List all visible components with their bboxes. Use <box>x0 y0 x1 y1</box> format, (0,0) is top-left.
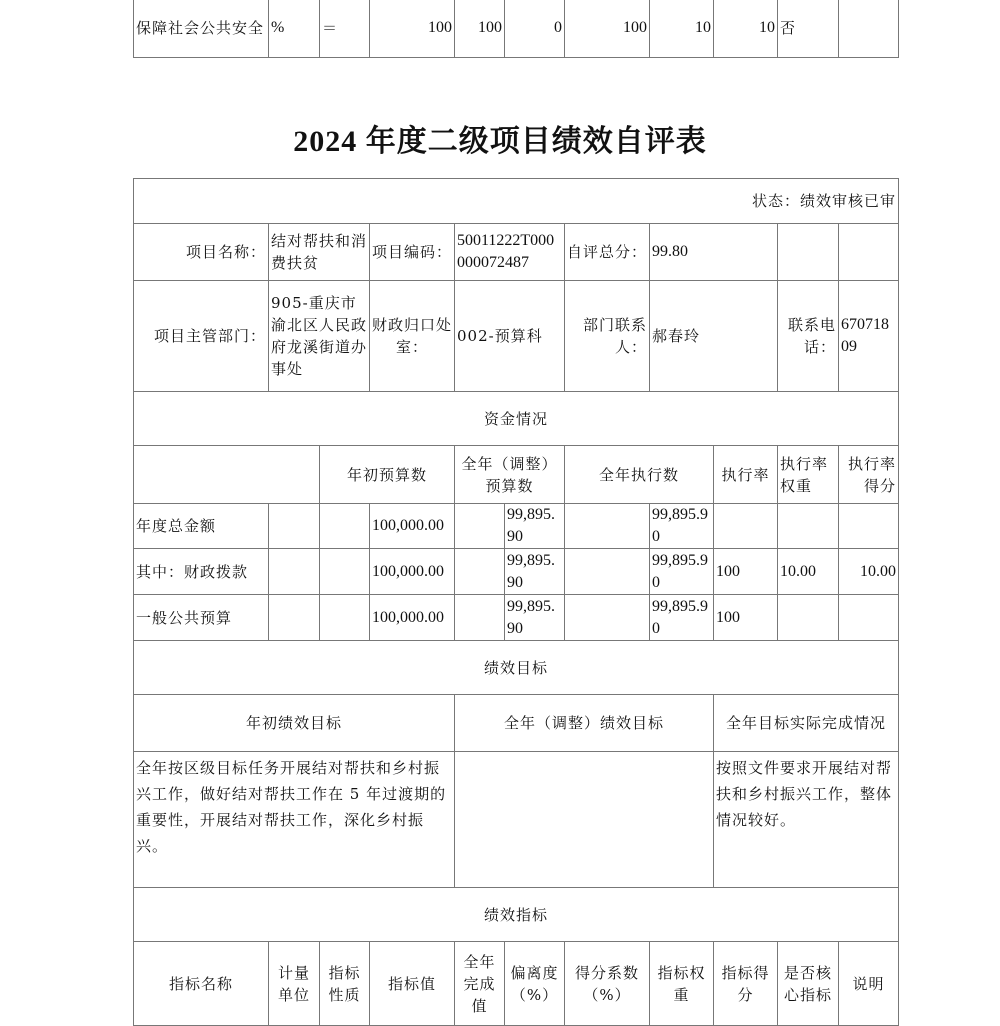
funds-header-adjusted: 全年（调整）预算数 <box>455 446 565 504</box>
empty-cell <box>320 549 370 595</box>
goals-actual-text: 按照文件要求开展结对帮扶和乡村振兴工作，整体情况较好。 <box>714 752 899 888</box>
indicators-header-name: 指标名称 <box>134 942 269 1026</box>
indicators-header-weight: 指标权重 <box>650 942 714 1026</box>
funds-adjusted: 99,895.90 <box>505 504 565 549</box>
funds-row <box>134 595 899 641</box>
goals-adjusted-text <box>455 752 714 888</box>
goals-content-row <box>134 752 899 888</box>
self-score-value: 99.80 <box>650 224 778 281</box>
funds-header-row <box>134 446 899 504</box>
funds-rate: 100 <box>714 595 778 641</box>
self-score-label: 自评总分： <box>565 224 650 281</box>
goals-header-initial: 年初绩效目标 <box>134 695 455 752</box>
status-text: 状态：绩效审核已审 <box>134 179 899 224</box>
dept-label: 项目主管部门： <box>134 281 269 392</box>
self-evaluation-table <box>133 178 899 1026</box>
dept-value: 905-重庆市渝北区人民政府龙溪街道办事处 <box>269 281 370 392</box>
finance-office-label: 财政归口处室： <box>370 281 455 392</box>
funds-row <box>134 504 899 549</box>
funds-initial: 100,000.00 <box>370 549 455 595</box>
project-code-value: 50011222T000000072487 <box>455 224 565 281</box>
funds-score: 10.00 <box>839 549 899 595</box>
indicators-header-completed: 全年完成值 <box>455 942 505 1026</box>
funds-executed: 99,895.90 <box>650 549 714 595</box>
indicators-header-deviation: 偏离度（%） <box>505 942 565 1026</box>
empty-cell <box>839 224 899 281</box>
funds-executed: 99,895.90 <box>650 504 714 549</box>
goals-initial-text: 全年按区级目标任务开展结对帮扶和乡村振兴工作，做好结对帮扶工作在 5 年过渡期的重要性，开展结对帮扶工作，深化乡村振兴。 <box>134 752 455 888</box>
finance-office-value: 002-预算科 <box>455 281 565 392</box>
indicators-header-value: 指标值 <box>370 942 455 1026</box>
funds-weight <box>778 595 839 641</box>
empty-cell <box>320 504 370 549</box>
funds-header-rate: 执行率 <box>714 446 778 504</box>
empty-cell <box>565 504 650 549</box>
indicator-weight: 10 <box>650 0 714 57</box>
empty-cell <box>455 504 505 549</box>
empty-cell <box>134 446 320 504</box>
indicators-header-unit: 计量单位 <box>269 942 320 1026</box>
goals-header-adjusted: 全年（调整）绩效目标 <box>455 695 714 752</box>
status-row <box>134 179 899 224</box>
indicator-target-value: 100 <box>370 0 455 57</box>
goals-header-actual: 全年目标实际完成情况 <box>714 695 899 752</box>
indicator-is-core: 否 <box>778 0 839 57</box>
goals-section-row <box>134 641 899 695</box>
table-row <box>134 0 899 57</box>
indicator-actual-value: 100 <box>455 0 505 57</box>
indicators-header-is-core: 是否核心指标 <box>778 942 839 1026</box>
funds-rate <box>714 504 778 549</box>
empty-cell <box>269 595 320 641</box>
indicators-header-coefficient: 得分系数（%） <box>565 942 650 1026</box>
indicator-unit: % <box>269 0 320 57</box>
indicators-section-title: 绩效指标 <box>134 888 899 942</box>
empty-cell <box>455 595 505 641</box>
indicators-header-row <box>134 942 899 1026</box>
phone-value: 67071809 <box>839 281 899 392</box>
funds-header-initial: 年初预算数 <box>320 446 455 504</box>
funds-weight: 10.00 <box>778 549 839 595</box>
project-code-label: 项目编码： <box>370 224 455 281</box>
funds-header-score: 执行率得分 <box>839 446 899 504</box>
indicators-header-nature: 指标性质 <box>320 942 370 1026</box>
indicator-score-coefficient: 100 <box>565 0 650 57</box>
funds-row <box>134 549 899 595</box>
funds-weight <box>778 504 839 549</box>
indicators-section-row <box>134 888 899 942</box>
project-name-label: 项目名称： <box>134 224 269 281</box>
page-title: 2024 年度二级项目绩效自评表 <box>293 125 707 158</box>
funds-header-executed: 全年执行数 <box>565 446 714 504</box>
indicator-score: 10 <box>714 0 778 57</box>
contact-value: 郝春玲 <box>650 281 778 392</box>
empty-cell <box>778 224 839 281</box>
funds-initial: 100,000.00 <box>370 504 455 549</box>
indicators-header-note: 说明 <box>839 942 899 1026</box>
funds-executed: 99,895.90 <box>650 595 714 641</box>
indicator-note <box>839 0 899 57</box>
empty-cell <box>565 549 650 595</box>
goals-header-row <box>134 695 899 752</box>
project-name-value: 结对帮扶和消费扶贫 <box>269 224 370 281</box>
indicator-deviation: 0 <box>505 0 565 57</box>
funds-row-label: 一般公共预算 <box>134 595 269 641</box>
funds-row-label: 其中：财政拨款 <box>134 549 269 595</box>
indicator-name: 保障社会公共安全 <box>134 0 269 57</box>
funds-section-row <box>134 392 899 446</box>
contact-label: 部门联系人： <box>565 281 650 392</box>
funds-initial: 100,000.00 <box>370 595 455 641</box>
previous-indicator-table <box>133 0 899 58</box>
phone-label: 联系电话： <box>778 281 839 392</box>
funds-rate: 100 <box>714 549 778 595</box>
funds-row-label: 年度总金额 <box>134 504 269 549</box>
empty-cell <box>565 595 650 641</box>
funds-header-weight: 执行率权重 <box>778 446 839 504</box>
project-name-row <box>134 224 899 281</box>
funds-score <box>839 595 899 641</box>
empty-cell <box>320 595 370 641</box>
indicators-header-score: 指标得分 <box>714 942 778 1026</box>
funds-adjusted: 99,895.90 <box>505 549 565 595</box>
indicator-nature: ＝ <box>320 0 370 57</box>
empty-cell <box>269 504 320 549</box>
funds-section-title: 资金情况 <box>134 392 899 446</box>
empty-cell <box>455 549 505 595</box>
goals-section-title: 绩效目标 <box>134 641 899 695</box>
funds-score <box>839 504 899 549</box>
empty-cell <box>269 549 320 595</box>
department-row <box>134 281 899 392</box>
funds-adjusted: 99,895.90 <box>505 595 565 641</box>
